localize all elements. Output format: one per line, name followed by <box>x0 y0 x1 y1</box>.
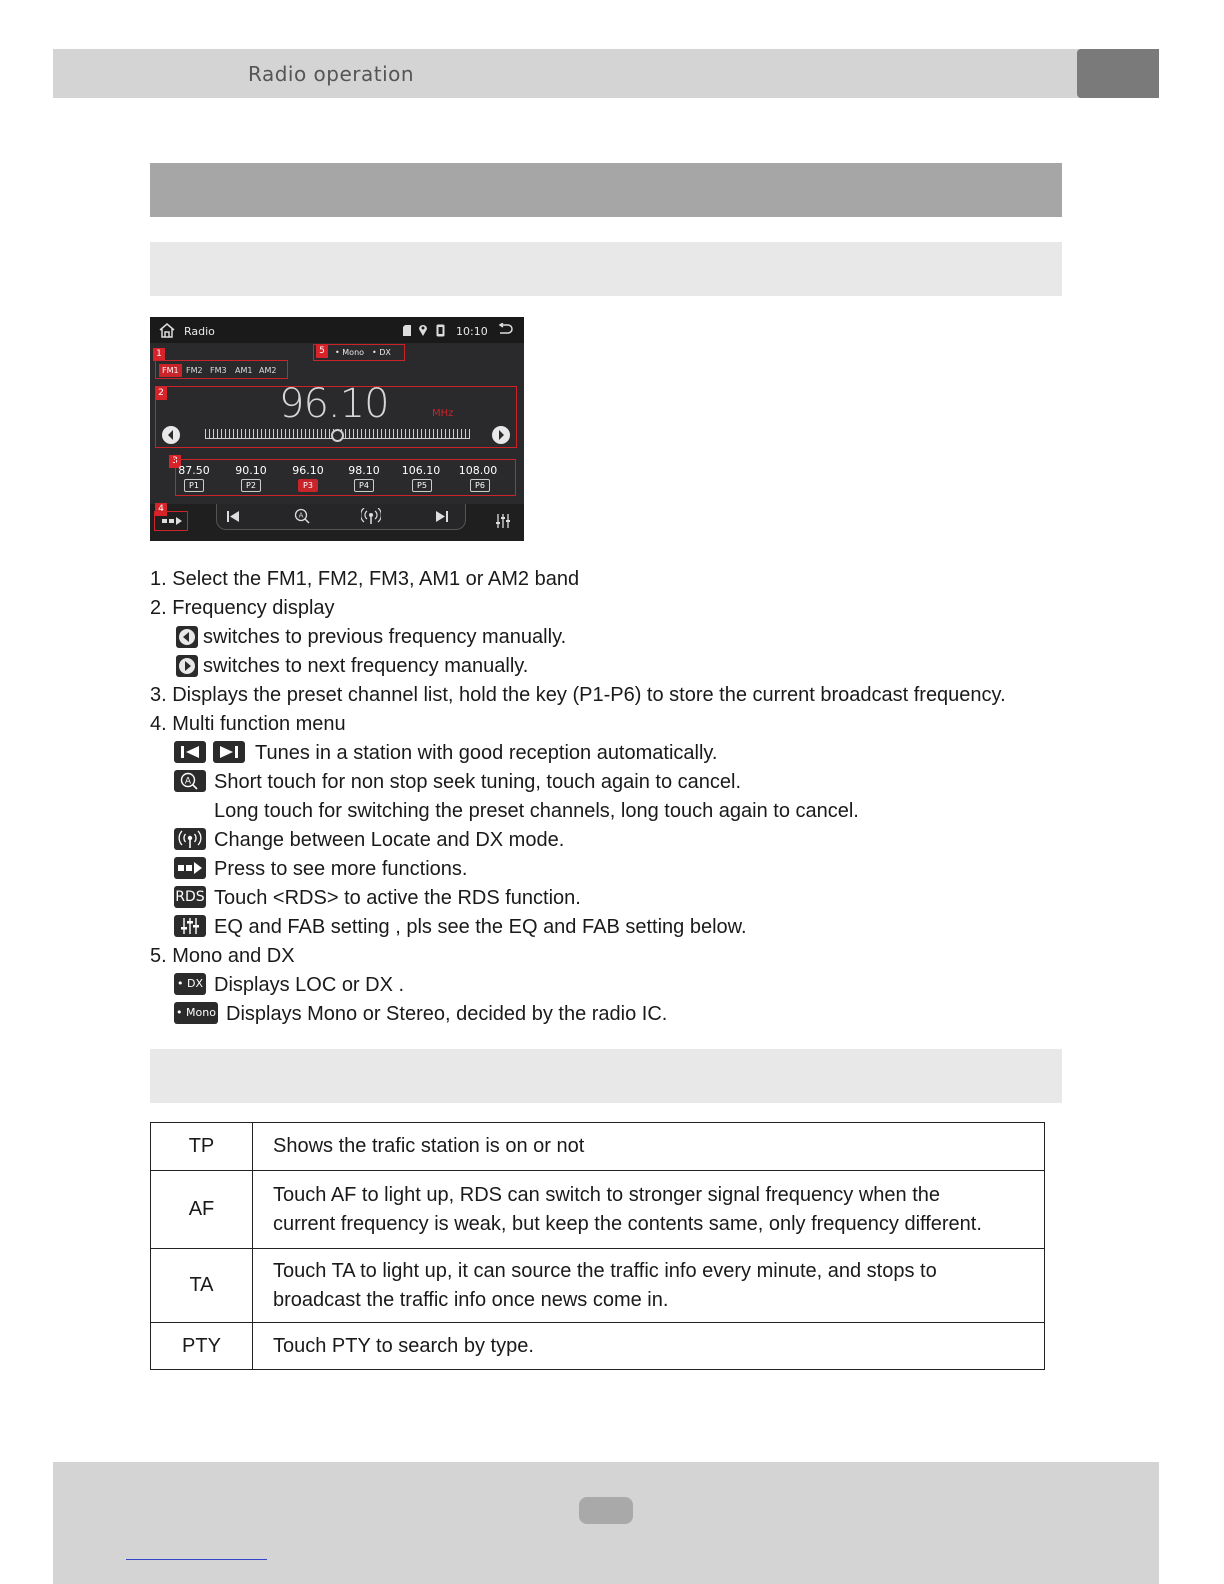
page-title: Radio operation <box>248 62 415 86</box>
badge-4: 4 <box>155 503 167 516</box>
footer-link[interactable] <box>126 1559 267 1560</box>
preset-key-p3[interactable]: P3 <box>298 479 318 492</box>
more-functions-icon <box>174 857 206 879</box>
prev-frequency-button[interactable] <box>162 426 180 444</box>
band-am1[interactable]: AM1 <box>235 366 253 375</box>
instruction-mono: Displays Mono or Stereo, decided by the radio IC. <box>226 1003 668 1025</box>
seek-prev-icon[interactable] <box>225 510 241 523</box>
location-icon <box>418 323 428 337</box>
instruction-next-frequency: switches to next frequency manually. <box>203 655 529 677</box>
seek-prev-icon <box>174 741 206 763</box>
battery-icon <box>436 324 445 337</box>
preset-freq-1: 87.50 <box>178 464 210 477</box>
preset-freq-4: 98.10 <box>348 464 380 477</box>
instruction-more: Press to see more functions. <box>214 858 468 880</box>
table-row <box>151 1171 1045 1249</box>
preset-key-p5[interactable]: P5 <box>412 479 432 492</box>
instruction-loc-dx: Change between Locate and DX mode. <box>214 829 565 851</box>
sd-card-icon <box>402 324 412 337</box>
instruction-seek-long: Long touch for switching the preset channels, long touch again to cancel. <box>214 800 859 822</box>
radio-time: 10:10 <box>456 325 488 338</box>
instruction-item-2: 2. Frequency display <box>150 597 335 619</box>
preset-freq-5: 106.10 <box>401 464 441 477</box>
band-fm3[interactable]: FM3 <box>210 366 227 375</box>
table-value-pty: Touch PTY to search by type. <box>253 1323 1045 1370</box>
radio-screenshot <box>150 317 524 541</box>
header-bar <box>53 49 1159 98</box>
table-key-tp: TP <box>151 1123 253 1171</box>
rds-icon: RDS <box>174 886 206 908</box>
section-band-radio <box>150 242 1062 296</box>
table-value-af: Touch AF to light up, RDS can switch to stronger signal frequency when the current frequency is weak, but keep the contents same, only frequency different. <box>253 1171 1045 1249</box>
next-arrow-icon <box>176 655 198 677</box>
badge-3: 3 <box>169 455 181 468</box>
more-functions-icon[interactable] <box>161 516 183 526</box>
instruction-item-5: 5. Mono and DX <box>150 945 295 967</box>
table-row <box>151 1123 1045 1171</box>
table-row <box>151 1323 1045 1370</box>
radio-app-title: Radio <box>184 325 215 338</box>
eq-settings-icon <box>174 915 206 937</box>
preset-freq-2: 90.10 <box>235 464 267 477</box>
page-number-pill <box>579 1497 633 1524</box>
frequency-display: 96.10 <box>279 381 389 427</box>
band-fm1[interactable]: FM1 <box>159 364 182 377</box>
table-value-tp: Shows the trafic station is on or not <box>253 1123 1045 1171</box>
preset-freq-6: 108.00 <box>458 464 498 477</box>
badge-5: 5 <box>316 345 328 358</box>
auto-search-icon[interactable] <box>294 508 310 524</box>
instruction-prev-frequency: switches to previous frequency manually. <box>203 626 567 648</box>
instruction-rds: Touch <RDS> to active the RDS function. <box>214 887 581 909</box>
table-value-ta: Touch TA to light up, it can source the traffic info every minute, and stops to broadcast the traffic info once news come in. <box>253 1249 1045 1323</box>
instruction-item-3: 3. Displays the preset channel list, hold the key (P1-P6) to store the current broadcast frequency. <box>150 684 1006 706</box>
table-key-af: AF <box>151 1171 253 1249</box>
instruction-seek: Short touch for non stop seek tuning, touch again to cancel. <box>214 771 742 793</box>
preset-freq-3: 96.10 <box>292 464 324 477</box>
frequency-unit: MHz <box>432 408 454 419</box>
table-key-pty: PTY <box>151 1323 253 1370</box>
svg-text:A: A <box>298 511 304 520</box>
loc-dx-icon <box>174 828 206 850</box>
table-row <box>151 1249 1045 1323</box>
arrow-left-icon <box>162 426 180 444</box>
badge-1: 1 <box>153 348 165 361</box>
band-fm2[interactable]: FM2 <box>186 366 203 375</box>
dx-indicator-icon: • DX <box>174 973 206 995</box>
mono-indicator-icon: • Mono <box>174 1002 218 1024</box>
home-icon <box>158 323 176 338</box>
next-frequency-button[interactable] <box>492 426 510 444</box>
section-band-rds <box>150 1049 1062 1103</box>
mono-indicator: • Mono <box>335 348 365 357</box>
auto-search-icon <box>174 770 206 792</box>
instruction-tune: Tunes in a station with good reception automatically. <box>255 742 718 764</box>
preset-key-p6[interactable]: P6 <box>470 479 490 492</box>
svg-text:A: A <box>184 776 192 787</box>
instruction-item-4: 4. Multi function menu <box>150 713 346 735</box>
loc-dx-icon[interactable] <box>361 508 381 524</box>
frequency-knob[interactable] <box>331 429 344 442</box>
instruction-eq: EQ and FAB setting , pls see the EQ and FAB setting below. <box>214 916 747 938</box>
rds-function-table <box>150 1122 1045 1370</box>
control-panel <box>216 504 466 530</box>
seek-next-icon[interactable] <box>434 510 450 523</box>
band-am2[interactable]: AM2 <box>259 366 277 375</box>
preset-key-p4[interactable]: P4 <box>354 479 374 492</box>
arrow-right-icon <box>492 426 510 444</box>
instruction-item-1: 1. Select the FM1, FM2, FM3, AM1 or AM2 band <box>150 568 580 590</box>
dx-indicator: • DX <box>372 348 391 357</box>
seek-next-icon <box>213 741 245 763</box>
badge-2: 2 <box>155 387 167 400</box>
preset-key-p2[interactable]: P2 <box>241 479 261 492</box>
section-band-dark <box>150 163 1062 217</box>
table-key-ta: TA <box>151 1249 253 1323</box>
instruction-dx: Displays LOC or DX . <box>214 974 405 996</box>
header-tab <box>1077 49 1159 98</box>
preset-key-p1[interactable]: P1 <box>184 479 204 492</box>
eq-settings-icon[interactable] <box>495 513 511 529</box>
back-icon[interactable] <box>497 323 513 336</box>
prev-arrow-icon <box>176 626 198 648</box>
